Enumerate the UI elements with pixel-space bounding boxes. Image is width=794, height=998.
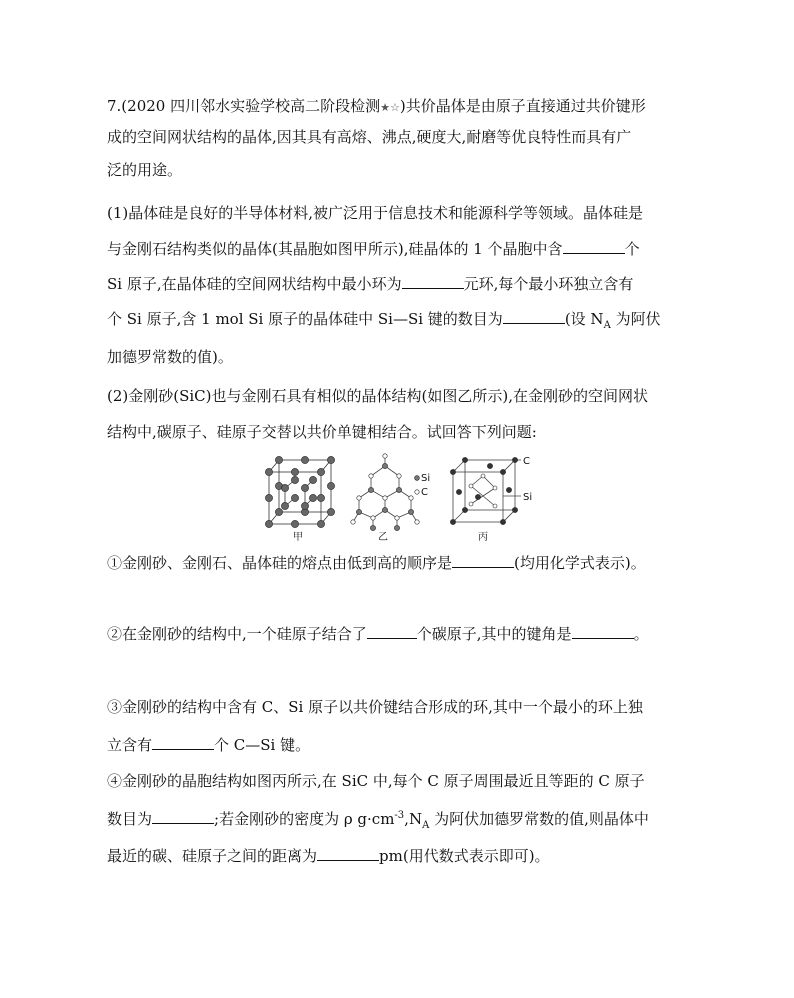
part1-line4-na: (设 N — [564, 310, 604, 328]
subquestion-2-mid: 个碳原子,其中的键角是 — [416, 625, 572, 643]
figure-jia-label: 甲 — [293, 532, 303, 543]
part1-line3 — [107, 274, 633, 294]
answer-blank-c-si-bonds[interactable] — [152, 735, 214, 750]
subquestion-3-line1: ③金刚砂的结构中含有 C、Si 原子以共价键结合形成的环,其中一个最小的环上独 — [107, 698, 643, 716]
figure-yi-label: 乙 — [378, 532, 388, 543]
figure-yi-legend-si: Si — [421, 473, 431, 484]
subquestion-4-line3-tail: pm(用代数式表示即可)。 — [379, 847, 550, 865]
subquestion-4-text: 数目为 — [107, 810, 153, 828]
subquestion-1 — [107, 553, 646, 573]
part1-line4-text: 个 Si 原子,含 1 mol Si 原子的晶体硅中 Si—Si 键的数目为 — [107, 310, 503, 328]
subquestion-4-na: ,N — [404, 810, 423, 828]
answer-blank-melting-order[interactable] — [452, 553, 514, 568]
question-7-intro-line3: 泛的用途。 — [107, 161, 183, 179]
na-subscript: A — [603, 320, 611, 331]
question-7-intro-line2: 成的空间网状结构的晶体,因其具有高熔、沸点,硬度大,耐磨等优良特性而具有广 — [107, 128, 632, 146]
subquestion-4-density: ;若金刚砂的密度为 ρ g·cm — [214, 810, 395, 828]
subquestion-3-line2 — [107, 735, 310, 755]
part1-line3-text: Si 原子,在晶体硅的空间网状结构中最小环为 — [107, 275, 402, 293]
part1-line2 — [107, 239, 640, 259]
answer-blank-si-si-bonds[interactable] — [503, 309, 565, 324]
figure-jia-silicon-unit-cell — [263, 452, 337, 540]
subquestion-3-text: 立含有 — [107, 736, 153, 754]
answer-blank-bond-angle[interactable] — [572, 624, 634, 639]
subquestion-1-tail: (均用化学式表示)。 — [514, 554, 646, 572]
part1-line2-text: 与金刚石结构类似的晶体(其晶胞如图甲所示),硅晶体的 1 个晶胞中含 — [107, 240, 563, 258]
part1-line2-unit: 个 — [624, 240, 640, 258]
figure-bing-label: 丙 — [478, 532, 488, 543]
answer-blank-carbon-count[interactable] — [367, 624, 417, 639]
figure-bing-label-si: Si — [523, 492, 533, 503]
part1-line5: 加德罗常数的值)。 — [107, 348, 233, 366]
subquestion-2 — [107, 624, 649, 644]
intro-source: 7.(2020 四川邻水实验学校高二阶段检测 — [107, 97, 381, 115]
answer-blank-atoms-per-cell[interactable] — [563, 239, 625, 254]
part1-line3-tail: 元环,每个最小环独立含有 — [463, 275, 634, 293]
part1-line1: (1)晶体硅是良好的半导体材料,被广泛用于信息技术和能源科学等领域。晶体硅是 — [107, 204, 644, 222]
difficulty-stars-icon: ★☆ — [380, 101, 400, 114]
intro-text: )共价晶体是由原子直接通过共价键形 — [399, 97, 646, 115]
subquestion-1-text: ①金刚砂、金刚石、晶体硅的熔点由低到高的顺序是 — [107, 554, 453, 572]
density-exponent: -3 — [394, 810, 405, 821]
figure-yi-legend-c: C — [421, 487, 428, 498]
answer-blank-smallest-ring[interactable] — [402, 274, 464, 289]
question-7-intro-line1 — [107, 96, 646, 118]
part2-line2: 结构中,碳原子、硅原子交替以共价单键相结合。试回答下列问题: — [107, 423, 537, 441]
subquestion-3-tail: 个 C—Si 键。 — [214, 736, 311, 754]
figure-bing-sic-unit-cell — [445, 452, 525, 540]
subquestion-4-line1: ④金刚砂的晶胞结构如图丙所示,在 SiC 中,每个 C 原子周围最近且等距的 C 原子 — [107, 772, 645, 790]
subquestion-2-text: ②在金刚砂的结构中,一个硅原子结合了 — [107, 625, 367, 643]
subquestion-4-tail: 为阿伏加德罗常数的值,则晶体中 — [429, 810, 649, 828]
part2-line1: (2)金刚砂(SiC)也与金刚石具有相似的晶体结构(如图乙所示),在金刚砂的空间网状 — [107, 387, 648, 405]
part1-line4-tail: 为阿伏 — [610, 310, 661, 328]
subquestion-4-line2 — [107, 809, 649, 829]
figure-bing-label-c: C — [523, 456, 530, 467]
part1-line4 — [107, 309, 661, 329]
subquestion-4-line3 — [107, 846, 550, 866]
na-subscript: A — [422, 820, 430, 831]
answer-blank-c-si-distance[interactable] — [317, 846, 379, 861]
subquestion-2-tail: 。 — [633, 625, 649, 643]
answer-blank-c-neighbors[interactable] — [152, 809, 214, 824]
subquestion-4-line3-text: 最近的碳、硅原子之间的距离为 — [107, 847, 318, 865]
